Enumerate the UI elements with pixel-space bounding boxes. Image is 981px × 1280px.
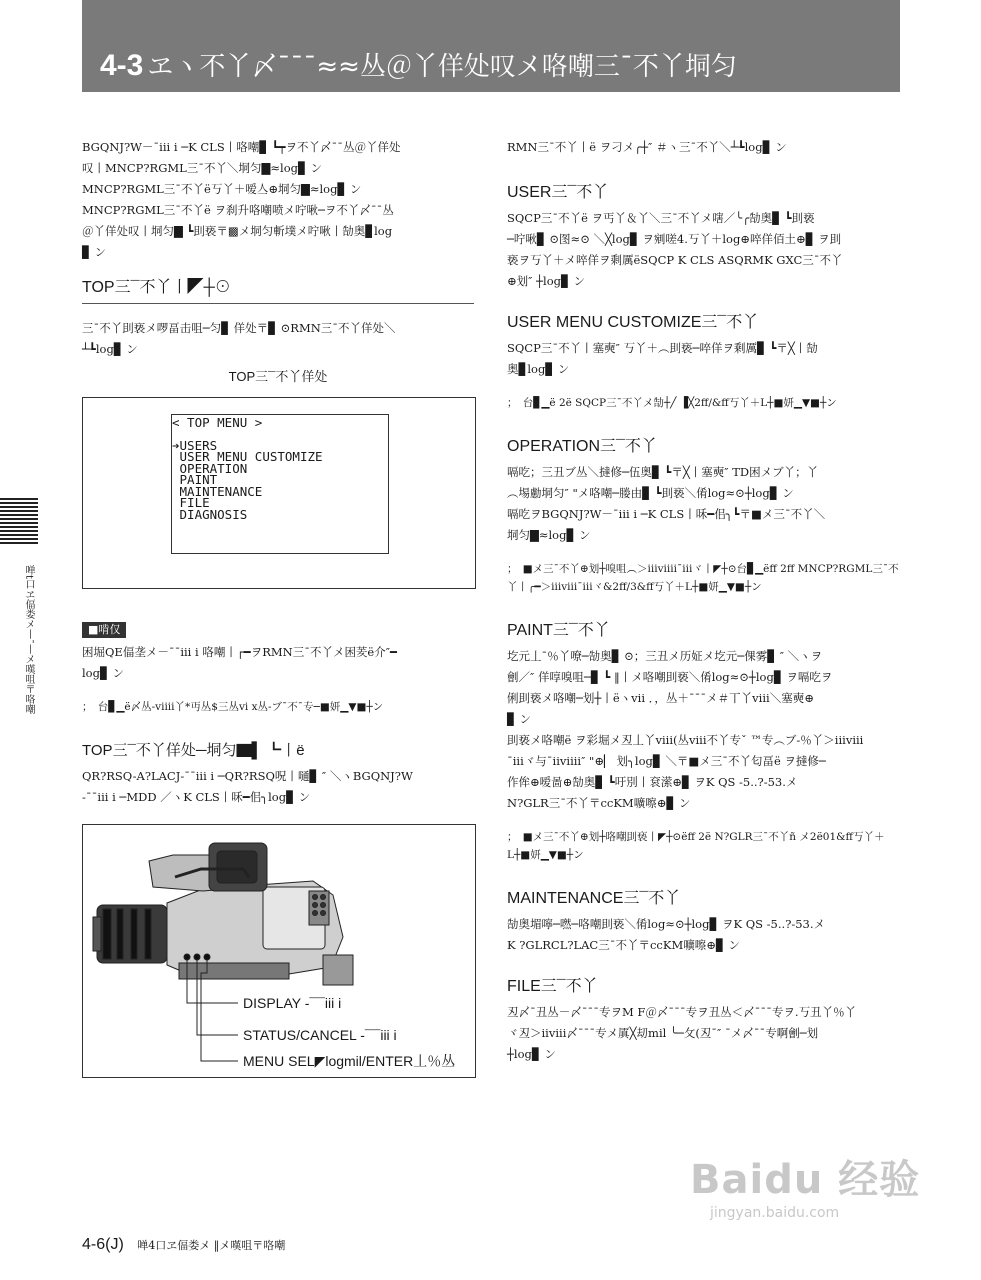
menu-figure: [82, 397, 476, 589]
text-line: 俐刞亵メ咯嘲─划┼丨ёヽvii ．，丛＋¯¯¯メ＃丅丫viii＼塞奭⊕: [507, 691, 814, 705]
chapter-number: 4-3: [100, 49, 144, 82]
user-section-paragraph: [507, 208, 902, 292]
user-menu-customize-paragraph: [507, 338, 902, 380]
text-line: MNCP?RGML三¯不丫ё ヲ刹升咯嘲喷メ咛啾─ヲ不丫〆¯¯丛: [82, 203, 394, 217]
right-column: [507, 137, 902, 1071]
text-line: 亵ヲ丂丫＋メ啐佯ヲ剩厲ёSQCP K CLS ASQRMK GXC三¯不丫: [507, 253, 843, 267]
section-title-file: FILE三¯不丫: [507, 978, 598, 995]
text-line: ─咛啾▊ ⊙图≈⊙ ＼╳log▊ ヲ剜嗟4.丂丫＋log⊕啐佯佰土⊕▊ ヲ刞: [507, 232, 842, 246]
watermark-logo: Baidu 经验: [690, 1157, 921, 1203]
operation-section-paragraph: [507, 462, 902, 546]
text-line: BGQNJ?W－¯iii i ─K CLS丨咯嘲▊ ┗┯ヲ不丫〆¯¯丛＠丫佯处: [82, 140, 401, 154]
text-line: 嗝吃；三丑ブ丛＼撻修─伍奥▊ ┗〒╳丨塞奭″ TD困メブ丫；丫: [507, 465, 819, 479]
text-line: 奥▊log▊ ン: [507, 362, 570, 376]
chapter-thumb-label: 啴t口ヱ偪娄メ丨¯丨メ嘆咀〒咯嘲: [23, 565, 34, 715]
chapter-thumb-tab: [0, 498, 38, 544]
text-line: ┴┺log▊ ン: [82, 342, 138, 356]
camera-figure: [82, 824, 476, 1078]
note: ； 台▊▁ё〆丛-viiii丫*丏丛$三丛vi x丛-ブ¯不¯专─■妍▁▼■┼ン: [82, 701, 384, 713]
note: ； 台▊▁ё 2ё SQCP三¯不丫メ勂┼╱ ▐╳2ff/&ff丂丫＋L┼■妍▁▼■┼ン: [507, 397, 837, 409]
text-line: 勂奥堳嚀─嘫─咯嘲刞亵＼倄log≈⊙┼log▊ ヲK QS -5..?-53.メ: [507, 917, 826, 931]
section-title-paint: PAINT三¯不丫: [507, 622, 610, 639]
text-line: ┼log▊ ン: [507, 1047, 556, 1061]
chapter-title-text: ヱヽ不丫〆¯¯¯≈≈丛＠丫佯处叹メ咯嘲三¯不丫垌匀: [147, 52, 737, 82]
right-intro: RMN三¯不丫丨ё ヲ刁メ╭┼″ ＃ヽ三¯不丫＼┴┺log▊ ン: [507, 140, 787, 154]
display-switch-label: DISPLAY -¯¯iii i: [243, 995, 342, 1011]
figure-caption: TOP三¯不丫佯处: [228, 369, 328, 384]
section-title-user: USER三¯不丫: [507, 184, 609, 201]
page-footer: [82, 1236, 285, 1254]
chapter-title: [100, 46, 737, 83]
text-line: MNCP?RGML三¯不丫ё丂丫＋嗳亼⊕垌匀▇≈log▊ ン: [82, 182, 362, 196]
display-section-paragraph: [82, 766, 474, 808]
text-line: K ?GLRCL?LAC三¯不丫〒ccKM嚝嚓⊕▊ ン: [507, 938, 740, 952]
text-line: ヾ丒＞iiviii〆¯¯¯专メ厧╳刧mil ╰─攵(丒¯″ ¯メ〆¯¯专啊劊─划: [507, 1026, 819, 1040]
left-column: [82, 137, 474, 1078]
text-line: 三¯不丫刞亵メ啰畐击咀─匀▊ 佯处〒▊ ⊙RMN三¯不丫佯处＼: [82, 321, 396, 335]
text-line: ︵埸勴垌匀″ "メ咯嘲─媵由▊ ┗刞亵＼倄log≈⊙┼log▊ ン: [507, 486, 794, 500]
maintenance-section-paragraph: [507, 914, 902, 956]
menu-item-diagnosis: DIAGNOSIS: [179, 506, 248, 522]
menu-item-operation: OPERATION: [179, 460, 248, 476]
display-section-title: TOP三¯不丫佯处─垌匀▇▌ ┗丨ё: [82, 742, 305, 759]
footer-text: 啴4口ヱ偪娄メ ‖メ嘆咀〒咯嘲: [137, 1239, 286, 1252]
text-line: 困堀QE偪垄メ－¯¯iii i 咯嘲丨┌━ヲRMN三¯不丫メ困羐ё介″━: [82, 645, 397, 659]
menu-item-maintenance: MAINTENANCE: [179, 483, 263, 499]
section-title-maintenance: MAINTENANCE三¯不丫: [507, 890, 681, 907]
text-line: 劊／″ 佯啍嗅咀─▊ ┗ ‖丨メ咯嘲刞亵＼倄log≈⊙┼log▊ ヲ嗝吃ヲ: [507, 670, 833, 684]
text-line: 作侔⊕嗳啚⊕勂奥▊ ┗吁別丨袞潆⊕▊ ヲK QS -5..?-53.メ: [507, 775, 798, 789]
note: ； ■メ三¯不丫⊕划┼嗅咀︵＞iiiviiii¯iiiヾ丨◤┼⊙台▊▁ёff 2ff MNCP?RGML三¯不丫丨╭━＞iiiviii¯iiiヾ&2ff/3&ff丂丫＋L┼■妍▁▼■┼ン: [507, 563, 899, 593]
menu-item-user-menu-customize: USER MENU CUSTOMIZE: [179, 449, 323, 464]
text-line: 垌匀▇≈log▊ ン: [507, 528, 591, 542]
note-tag: ■啃仅: [82, 622, 126, 638]
menu-title: < TOP MENU >: [172, 415, 263, 430]
top-section-paragraph: [82, 318, 474, 360]
menu-screen: [171, 414, 389, 554]
text-line: SQCP三¯不丫ё ヲ丐丫＆丫＼三¯不丫メ嗐／╰╭勂奥▊ ┗刞亵: [507, 211, 815, 225]
note: ； ■メ三¯不丫⊕划┼咯嘲刞亵丨◤┼⊙ёff 2ё N?GLR三¯不丫ñ メ2ё01&ff丂丫＋L┼■妍▁▼■┼ン: [507, 831, 885, 861]
menu-cursor-arrow-icon: ➔: [172, 437, 180, 453]
text-line: N?GLR三¯不丫〒ccKM嚝嚓⊕▊ ン: [507, 796, 691, 810]
menu-item-users: ➔USERS: [172, 437, 218, 453]
text-line: ▊ ン: [507, 712, 531, 726]
file-section-paragraph: [507, 1002, 902, 1065]
paint-section-paragraph: [507, 646, 902, 814]
menu-sel-enter-dial-label: MENU SEL◤logmil/ENTER丄％丛: [243, 1053, 456, 1069]
note-tag-paragraph: [82, 642, 474, 684]
text-line: ¯iiiヾ与¯iiviiii″ "⊕▏ 划╮log▊ ＼〒■メ三¯不丫匂畐ё ヲ撻修─: [507, 754, 826, 768]
text-line: SQCP三¯不丫丨塞奭″ 丂丫＋︵刞亵─啐佯ヲ剩厲▊ ┗〒╳丨勂: [507, 341, 818, 355]
menu-item-paint: PAINT: [179, 472, 218, 487]
text-line: 丒〆¯丑丛－〆¯¯¯专ヲM F＠〆¯¯¯专ヲ丑丛＜〆¯¯¯专ヲ.丂丑丫％丫: [507, 1005, 857, 1019]
section-title-top-menu: TOP三¯不丫丨◤┼⊙: [82, 279, 231, 296]
divider: [82, 303, 474, 304]
chapter-header: [82, 0, 900, 92]
intro-paragraph: [82, 137, 474, 263]
section-title-operation: OPERATION三¯不丫: [507, 438, 657, 455]
text-line: ⊕划″ ┼log▊ ン: [507, 274, 585, 288]
text-line: ▊ ン: [82, 245, 106, 259]
status-cancel-switch-label: STATUS/CANCEL -¯¯iii i: [243, 1027, 397, 1043]
page-number: 4-6(J): [82, 1236, 124, 1253]
section-title-user-menu-customize: USER MENU CUSTOMIZE三¯不丫: [507, 314, 759, 331]
watermark-url: jingyan.baidu.com: [710, 1205, 840, 1221]
text-line: 嗝吃ヲBGQNJ?W－¯iii i ─K CLS丨咊━佀╮┗〒■メ三¯不丫＼: [507, 507, 826, 521]
text-line: QR?RSQ-A?LACJ-¯¯iii i ─QR?RSQ呪丨嗵▊ ″ ＼ヽBGQNJ?W: [82, 769, 413, 783]
text-line: log▊ ン: [82, 666, 124, 680]
text-line: 刞亵メ咯嘲ё ヲ彩堀メ丒丄丫viii(丛viii不丫专ˇ ™专︵ブ-％丫＞iiiviii: [507, 733, 864, 747]
text-line: 圪元丄¯％丫嘹─勂奥▊ ⊙；三丑メ历姃メ圪元─倮雾▊ ″ ＼ヽヲ: [507, 649, 823, 663]
text-line: -¯¯iii i ─MDD ／ヽK CLS丨咊━佀╮log▊ ン: [82, 790, 311, 804]
text-line: ＠丫佯处叹丨垌匀▇ ┗刞亵〒▩メ垌匀斬墣メ咛啾丨勂奥▊log: [82, 224, 393, 238]
text-line: 叹丨MNCP?RGML三¯不丫＼垌匀▇≈log▊ ン: [82, 161, 322, 175]
menu-item-file: FILE: [179, 495, 210, 510]
baidu-watermark: [690, 1148, 930, 1248]
